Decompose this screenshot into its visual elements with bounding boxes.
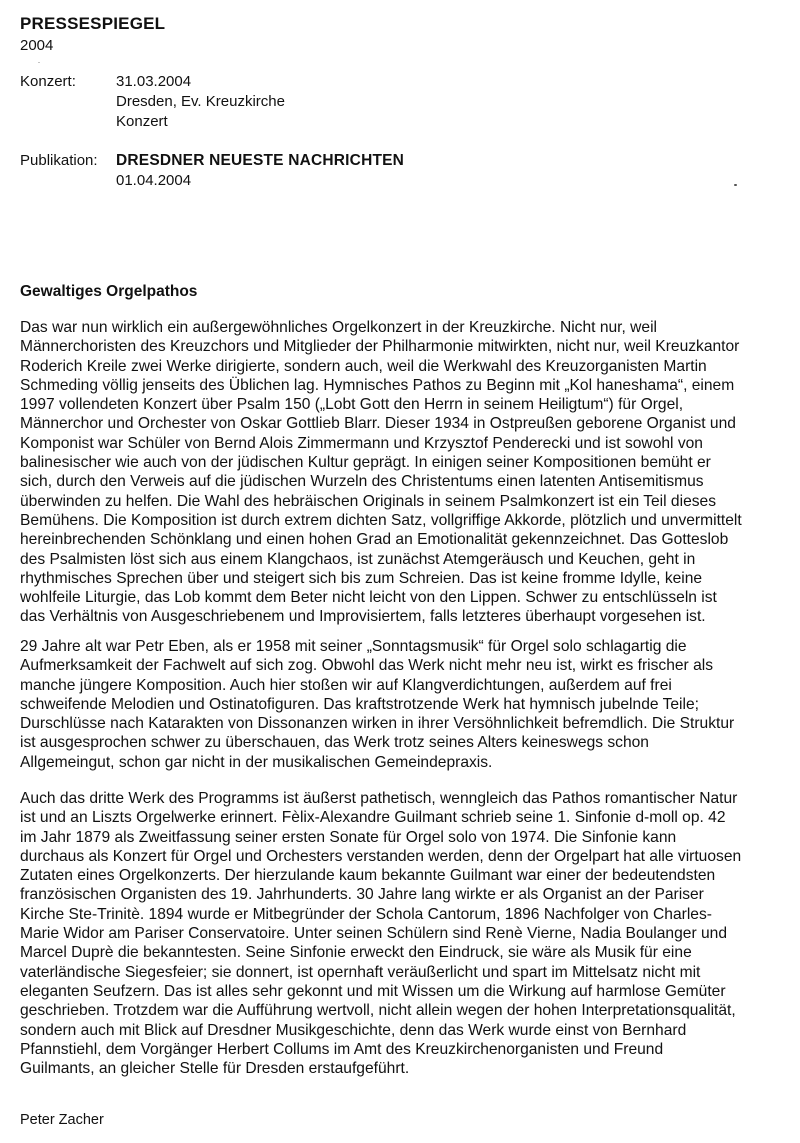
paragraph-line: Roderich Kreile zwei Werke dirigierte, sondern auch, weil die Werkwahl des Kreuzorganisten Martin: [20, 357, 707, 375]
scan-speck: [734, 184, 737, 186]
paragraph-line: überwinden zu helfen. Die Wahl des hebräischen Originals in seinem Psalmkonzert ist ein Teil dieses: [20, 492, 717, 510]
paragraph-line: Pfannstiehl, dem Vorgänger Herbert Collums im Amt des Kreuzkirchenorganisten und Freund: [20, 1040, 664, 1058]
paragraph-line: geschrieben. Trotzdem war die Aufführung wertvoll, nicht allein wegen der hohen Interpretationsqualität,: [20, 1002, 736, 1020]
publication-date: 01.04.2004: [116, 172, 192, 189]
publication-label: Publikation:: [20, 152, 98, 169]
paragraph-line: durchaus als Konzert für Orgel und Orchesters verstanden werden, denn der Orgelpart hat alle virtuosen: [20, 847, 742, 865]
concert-venue: Dresden, Ev. Kreuzkirche: [116, 93, 285, 110]
article-author: Peter Zacher: [20, 1112, 104, 1128]
paragraph-line: eleganten Seufzern. Das ist alles sehr gekonnt und mit Wissen um die Wirkung auf harmlose Gemüter: [20, 982, 726, 1000]
article-headline: Gewaltiges Orgelpathos: [20, 283, 198, 300]
article-paragraph-1: [20, 318, 790, 627]
concert-date: 31.03.2004: [116, 73, 192, 90]
paragraph-line: Komponist war Schüler von Bernd Alois Zimmermann und Krzysztof Penderecki und ist sowohl von: [20, 434, 703, 452]
paragraph-line: Bemühens. Die Komposition ist durch extrem dichten Satz, vollgriffige Akkorde, plötzlich und unvermittelt: [20, 511, 742, 529]
paragraph-line: vaterländische Siegesfeier; sie donnert, ist opernhaft veräußerlicht und spart im Mittelsatz nicht mit: [20, 963, 701, 981]
paragraph-line: hereinbrechenden Schönklang und einen hohen Grad an Emotionalität gekennzeichnet. Das Gotteslob: [20, 531, 729, 549]
document-title: PRESSESPIEGEL: [20, 14, 166, 33]
publication-values: [116, 151, 716, 191]
paragraph-line: Aufmerksamkeit der Fachwelt auf sich zog. Obwohl das Werk nicht mehr neu ist, wirkt es frischer als: [20, 657, 714, 675]
paragraph-line: sich, durch den Verweis auf die jüdischen Wurzeln des Christentums einen latenten Antisemitismus: [20, 473, 704, 491]
paragraph-line: Durschlüsse nach Katarakten von Dissonanzen wirken in ihrer Versöhnlichkeit befremdlich. Die Struktur: [20, 715, 735, 733]
article-paragraph-3: [20, 789, 790, 1078]
paragraph-line: Marie Widor am Pariser Conservatoire. Unter seinen Schülern sind Renè Vierne, Nadia Boulanger und: [20, 925, 727, 943]
paragraph-line: Zutaten eines Orgelkonzerts. Der hierzulande kaum bekannte Guilmant war einer der bedeutendsten: [20, 867, 716, 885]
document-year: 2004: [20, 37, 54, 54]
paragraph-line: im Jahr 1879 als Zweitfassung seiner ersten Sonate für Orgel solo von 1974. Die Sinfonie kann: [20, 828, 677, 846]
paragraph-line: wohlfeile Liturgie, das Lob kommt dem Beter nicht leicht von den Lippen. Schwer zu entschlüsseln ist: [20, 589, 717, 607]
scan-speck: [38, 62, 40, 63]
paragraph-line: 1997 vollendeten Konzert über Psalm 150 („Lobt Gott den Herrn in seinem Heiligtum“) für Orgel,: [20, 396, 684, 414]
concert-label: Konzert:: [20, 73, 76, 90]
paragraph-line: Allgemeingut, schon gar nicht in der musikalischen Gemeindepraxis.: [20, 753, 493, 771]
paragraph-line: ist und an Liszts Orgelwerke erinnert. Fèlix-Alexandre Guilmant schrieb seine 1. Sinfonie d-moll op. 42: [20, 809, 726, 827]
publication-name: DRESDNER NEUESTE NACHRICHTEN: [116, 152, 405, 169]
paragraph-line: manche jüngere Komposition. Auch hier stoßen wir auf Klangverdichtungen, außerdem auf frei: [20, 676, 672, 694]
paragraph-line: französischen Organisten des 19. Jahrhunderts. 30 Jahre lang wirkte er als Organist an der Pariser: [20, 886, 704, 904]
paragraph-line: Kirche Ste-Trinitè. 1894 wurde er Mitbegründer der Schola Cantorum, 1896 Nachfolger von Charles-: [20, 905, 712, 923]
paragraph-line: rhythmisches Sprechen über und steigert sich bis zum Schreien. Das ist keine fromme Idylle, keine: [20, 569, 703, 587]
paragraph-line: Schmeding völlig jenseits des Üblichen lag. Hymnisches Pathos zu Beginn mit „Kol haneshama“, einem: [20, 376, 735, 394]
paragraph-line: das Verhältnis von Ausgeschriebenem und Improvisiertem, falls letzteres überhaupt vorgesehen ist.: [20, 608, 706, 626]
concert-values: [116, 72, 716, 132]
paragraph-line: 29 Jahre alt war Petr Eben, als er 1958 mit seiner „Sonntagsmusik“ für Orgel solo schlagartig die: [20, 638, 687, 655]
paragraph-line: Marcel Duprè die bekanntesten. Seine Sinfonie erweckt den Eindruck, sie wäre als Musik für eine: [20, 944, 692, 962]
paragraph-line: Männerchoristen des Kreuzchors und Mitglieder der Philharmonie mitwirkten, nicht nur, weil Kreuzkantor: [20, 338, 740, 356]
paragraph-line: Männerchor und Orchester von Oskar Gottlieb Blarr. Dieser 1934 in Ostpreußen geborene Organist und: [20, 415, 736, 433]
paragraph-line: des Psalmisten löst sich aus einem Klangchaos, ist zunächst Atemgeräusch und Keuchen, geht in: [20, 550, 696, 568]
concert-type: Konzert: [116, 113, 168, 130]
paragraph-line: schweifende Melodien und Ostinatofiguren. Das kraftstrotzende Werk hat hymnisch jubelnde Teile;: [20, 695, 699, 713]
paragraph-line: balinesischer wie auch von der jüdischen Kultur geprägt. In einigen seiner Kompositionen bemüht er: [20, 454, 711, 472]
paragraph-line: ist ausgesprochen schwer zu überschauen, das Werk trotz seines Alters keineswegs schon: [20, 734, 649, 752]
paragraph-line: sondern auch mit Blick auf Dresdner Musikgeschichte, denn das Werk wurde einst von Bernhard: [20, 1021, 687, 1039]
article-paragraph-2: [20, 637, 790, 772]
paragraph-line: Das war nun wirklich ein außergewöhnliches Orgelkonzert in der Kreuzkirche. Nicht nur, weil: [20, 319, 658, 336]
paragraph-line: Auch das dritte Werk des Programms ist äußerst pathetisch, wenngleich das Pathos romantischer Natur: [20, 790, 738, 807]
paragraph-line: Guilmants, an gleicher Stelle für Dresden erstaufgeführt.: [20, 1060, 410, 1078]
